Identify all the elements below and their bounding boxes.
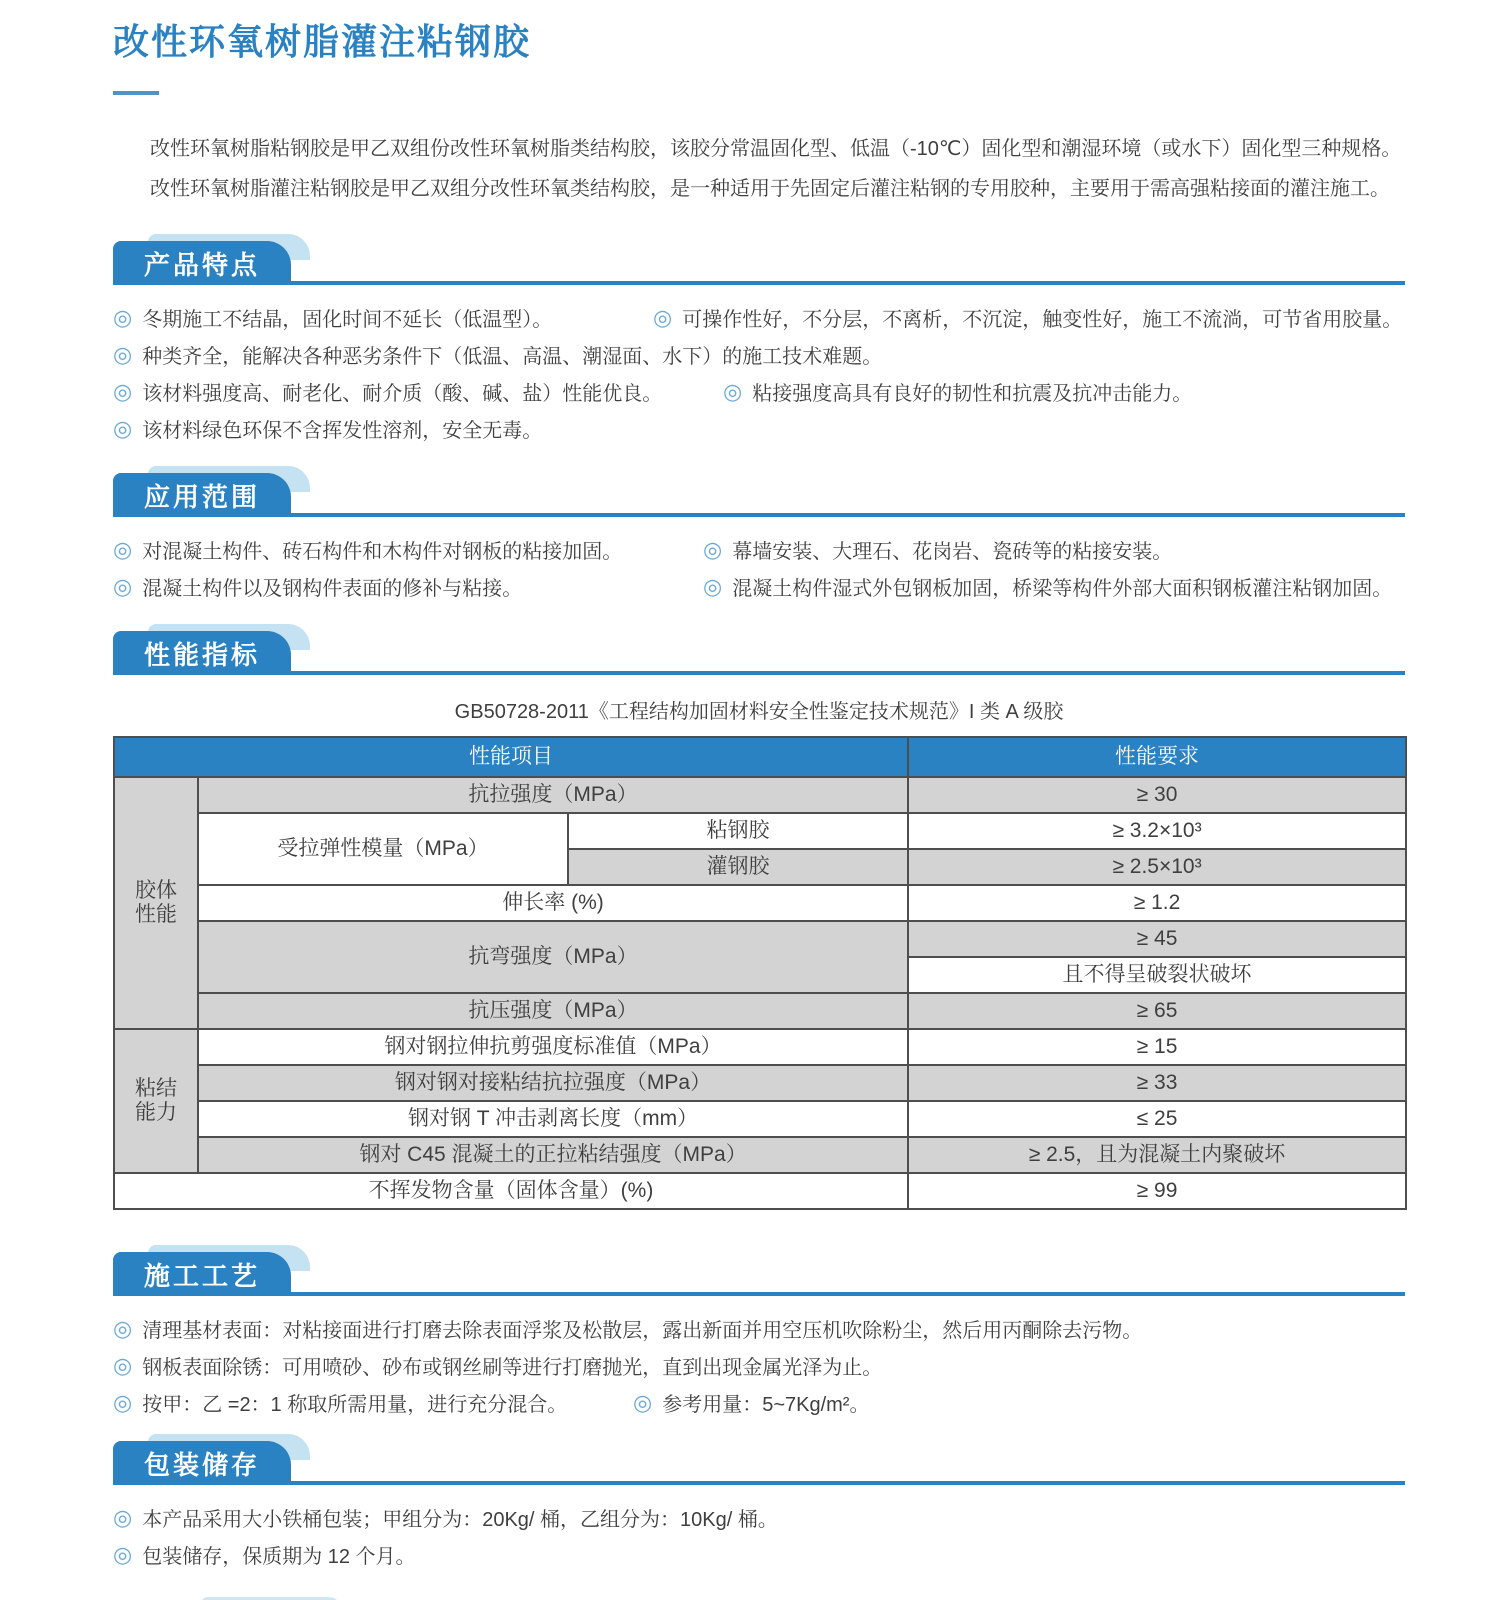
intro-paragraphs: [113, 129, 1405, 209]
requirement-cell: ≥ 2.5×10³: [908, 849, 1406, 885]
bullseye-bullet-icon: ◎: [113, 304, 133, 330]
bullseye-bullet-icon: ◎: [113, 1504, 133, 1530]
section-header-application: [113, 473, 1405, 517]
table-header-row: [114, 737, 1406, 777]
bullet-text: 混凝土构件以及钢构件表面的修补与粘接。: [142, 578, 523, 600]
bullet-text: 包装储存，保质期为 12 个月。: [142, 1546, 416, 1568]
requirement-cell: ≥ 2.5，且为混凝土内聚破坏: [908, 1137, 1406, 1173]
title-underline: [113, 91, 159, 95]
section-badge: 包装储存: [113, 1441, 291, 1485]
list-item: [113, 410, 1405, 447]
section-badge: 应用范围: [113, 473, 291, 517]
table-row: [114, 885, 1406, 921]
intro-line-2: 改性环氧树脂灌注粘钢胶是甲乙双组分改性环氧类结构胶，是一种适用于先固定后灌注粘钢的专用胶种，主要用于需高强粘接面的灌注施工。: [150, 178, 1390, 200]
bullseye-bullet-icon: ◎: [653, 304, 673, 330]
list-item: [113, 1499, 1405, 1536]
sub-property-cell: 灌钢胶: [568, 849, 908, 885]
list-item: [113, 1384, 1405, 1421]
section-badge: 产品特点: [113, 241, 291, 285]
bullet-text: 按甲：乙 =2：1 称取所需用量，进行充分混合。: [142, 1394, 568, 1416]
list-item: [113, 299, 1405, 336]
group-cell: 粘结 能力: [114, 1029, 198, 1173]
bullseye-bullet-icon: ◎: [113, 415, 133, 441]
table-row: [114, 993, 1406, 1029]
section-performance: [113, 631, 1405, 1210]
list-item: [113, 1310, 1405, 1347]
table-row: [114, 1173, 1406, 1209]
list-item: [113, 373, 1405, 410]
requirement-cell: ≥ 15: [908, 1029, 1406, 1065]
table-row: [114, 1101, 1406, 1137]
requirement-cell: ≥ 99: [908, 1173, 1406, 1209]
section-rule: [113, 1292, 1405, 1296]
section-rule: [113, 1481, 1405, 1485]
section-rule: [113, 281, 1405, 285]
table-row: [114, 1137, 1406, 1173]
property-cell: 钢对钢对接粘结抗拉强度（MPa）: [198, 1065, 908, 1101]
page-title: 改性环氧树脂灌注粘钢胶: [113, 21, 532, 62]
section-header-construction: [113, 1252, 1405, 1296]
requirement-cell: ≥ 65: [908, 993, 1406, 1029]
bullseye-bullet-icon: ◎: [703, 573, 723, 599]
intro-line-1: 改性环氧树脂粘钢胶是甲乙双组份改性环氧树脂类结构胶，该胶分常温固化型、低温（-10℃）固化型和潮湿环境（或水下）固化型三种规格。: [150, 138, 1402, 160]
bullseye-bullet-icon: ◎: [633, 1389, 653, 1415]
property-cell: 钢对钢 T 冲击剥离长度（mm）: [198, 1101, 908, 1137]
table-caption: GB50728-2011《工程结构加固材料安全性鉴定技术规范》I 类 A 级胶: [454, 701, 1064, 723]
section-construction: [113, 1252, 1405, 1421]
section-header-features: [113, 241, 1405, 285]
bullseye-bullet-icon: ◎: [703, 536, 723, 562]
bullseye-bullet-icon: ◎: [113, 1541, 133, 1567]
requirement-cell: 且不得呈破裂状破坏: [908, 957, 1406, 993]
table-row: [114, 1065, 1406, 1101]
section-header-performance: [113, 631, 1405, 675]
bullet-text: 本产品采用大小铁桶包装；甲组分为：20Kg/ 桶，乙组分为：10Kg/ 桶。: [142, 1509, 778, 1531]
bullseye-bullet-icon: ◎: [723, 378, 743, 404]
list-item: [113, 531, 1405, 568]
bullet-text: 参考用量：5~7Kg/m²。: [662, 1394, 870, 1416]
bullseye-bullet-icon: ◎: [113, 573, 133, 599]
requirement-cell: ≥ 30: [908, 777, 1406, 813]
performance-table: [113, 736, 1407, 1210]
features-bullets: [113, 299, 1405, 447]
section-rule: [113, 513, 1405, 517]
bullseye-bullet-icon: ◎: [113, 341, 133, 367]
bullseye-bullet-icon: ◎: [113, 378, 133, 404]
bullet-text: 可操作性好，不分层，不离析，不沉淀，触变性好，施工不流淌，可节省用胶量。: [682, 309, 1403, 331]
table-row: [114, 921, 1406, 957]
table-row: [114, 813, 1406, 849]
bullseye-bullet-icon: ◎: [113, 1389, 133, 1415]
bullet-text: 种类齐全，能解决各种恶劣条件下（低温、高温、潮湿面、水下）的施工技术难题。: [142, 346, 883, 368]
bullet-text: 钢板表面除锈：可用喷砂、砂布或钢丝刷等进行打磨抛光，直到出现金属光泽为止。: [142, 1357, 883, 1379]
property-cell: 受拉弹性模量（MPa）: [198, 813, 568, 885]
requirement-cell: ≥ 45: [908, 921, 1406, 957]
list-item: [113, 1347, 1405, 1384]
property-cell: 钢对 C45 混凝土的正拉粘结强度（MPa）: [198, 1137, 908, 1173]
bullseye-bullet-icon: ◎: [113, 1352, 133, 1378]
bullet-text: 清理基材表面：对粘接面进行打磨去除表面浮浆及松散层，露出新面并用空压机吹除粉尘，然后用丙酮除去污物。: [142, 1320, 1143, 1342]
section-packaging: [113, 1441, 1405, 1573]
property-cell: 抗压强度（MPa）: [198, 993, 908, 1029]
property-cell: 抗弯强度（MPa）: [198, 921, 908, 993]
list-item: [113, 336, 1405, 373]
bullet-text: 幕墙安装、大理石、花岗岩、瓷砖等的粘接安装。: [732, 541, 1173, 563]
property-cell: 伸长率 (%): [198, 885, 908, 921]
bullet-text: 该材料绿色环保不含挥发性溶剂，安全无毒。: [142, 420, 543, 442]
requirement-cell: ≤ 25: [908, 1101, 1406, 1137]
list-item: [113, 568, 1405, 605]
requirement-cell: ≥ 3.2×10³: [908, 813, 1406, 849]
bullseye-bullet-icon: ◎: [113, 536, 133, 562]
packaging-bullets: [113, 1499, 1405, 1573]
section-header-packaging: [113, 1441, 1405, 1485]
requirement-cell: ≥ 1.2: [908, 885, 1406, 921]
column-header: 性能要求: [908, 737, 1406, 777]
bullet-text: 粘接强度高具有良好的韧性和抗震及抗冲击能力。: [752, 383, 1193, 405]
property-cell: 钢对钢拉伸抗剪强度标准值（MPa）: [198, 1029, 908, 1065]
section-features: [113, 241, 1405, 447]
section-badge: 施工工艺: [113, 1252, 291, 1296]
group-cell: 胶体 性能: [114, 777, 198, 1029]
table-row: [114, 1029, 1406, 1065]
bullseye-bullet-icon: ◎: [113, 1315, 133, 1341]
bullet-text: 混凝土构件湿式外包钢板加固，桥梁等构件外部大面积钢板灌注粘钢加固。: [732, 578, 1393, 600]
table-row: [114, 777, 1406, 813]
section-application: [113, 473, 1405, 605]
sub-property-cell: 粘钢胶: [568, 813, 908, 849]
construction-bullets: [113, 1310, 1405, 1421]
bullet-text: 对混凝土构件、砖石构件和木构件对钢板的粘接加固。: [142, 541, 623, 563]
requirement-cell: ≥ 33: [908, 1065, 1406, 1101]
list-item: [113, 1536, 1405, 1573]
section-badge: 性能指标: [113, 631, 291, 675]
property-cell: 不挥发物含量（固体含量）(%): [114, 1173, 908, 1209]
bullet-text: 冬期施工不结晶，固化时间不延长（低温型）。: [142, 309, 553, 331]
column-header: 性能项目: [114, 737, 908, 777]
bullet-text: 该材料强度高、耐老化、耐介质（酸、碱、盐）性能优良。: [142, 383, 663, 405]
property-cell: 抗拉强度（MPa）: [198, 777, 908, 813]
section-rule: [113, 671, 1405, 675]
application-bullets: [113, 531, 1405, 605]
